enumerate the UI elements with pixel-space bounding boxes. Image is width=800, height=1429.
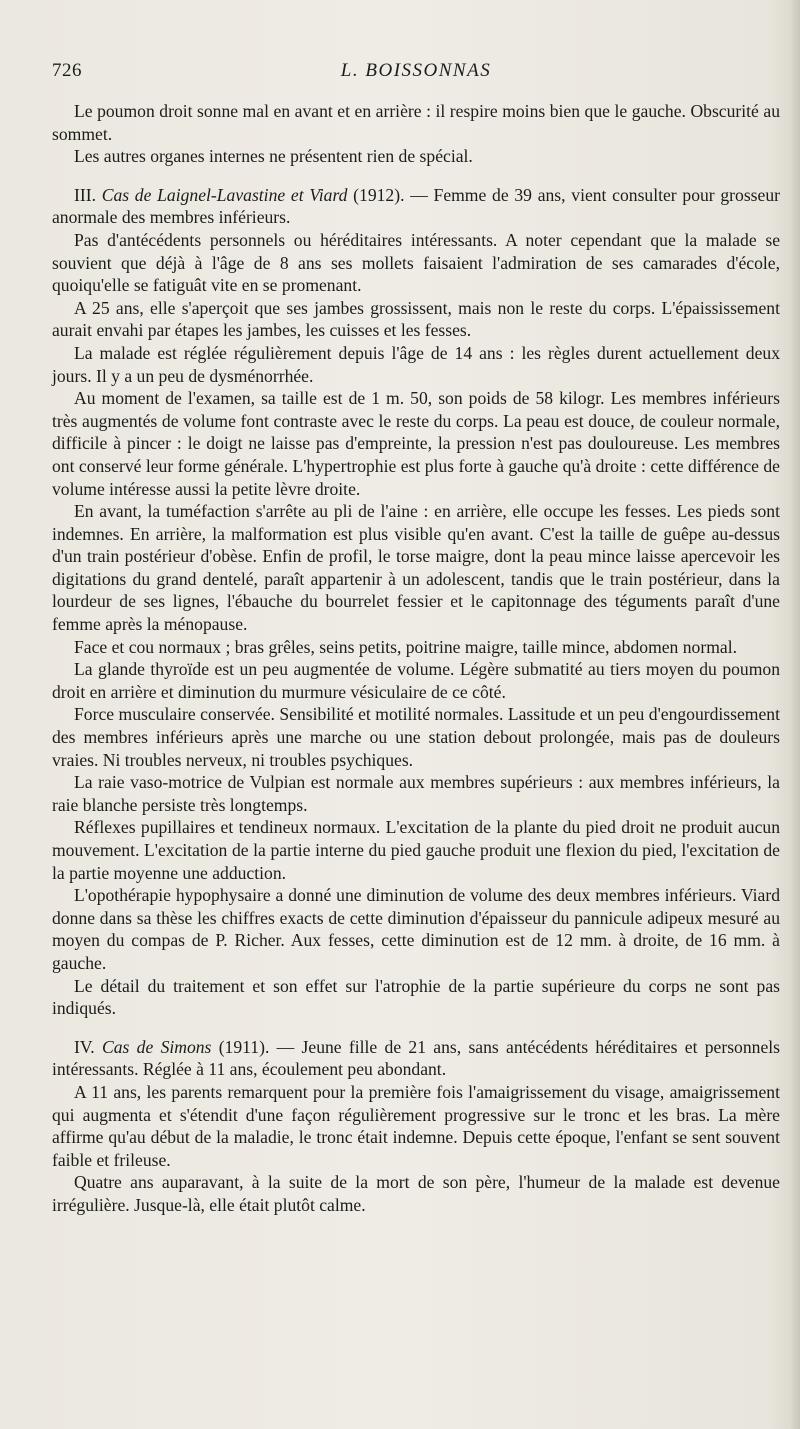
paragraph — [52, 1171, 780, 1216]
paragraph — [52, 1036, 780, 1081]
paragraph-text: (1911). — Jeune fille de 21 ans, sans antécédents héréditaires et personnels intéressants. Réglée à 11 ans, écoulement peu abondant. — [52, 1036, 780, 1080]
paragraph-text: Face et cou normaux ; bras grêles, seins petits, poitrine maigre, taille mince, abdomen normal. — [74, 636, 737, 657]
paragraph — [52, 297, 780, 342]
case-title: Cas de Laignel-Lavastine et Viard — [101, 184, 348, 205]
paragraph-text: En avant, la tuméfaction s'arrête au pli de l'aine : en arrière, elle occupe les fesses. Les pieds sont indemnes. En arrière, la malformation est plus visible qu'en avant. C'est la taille de guêpe au-dessus d'un train postérieur d'obèse. Enfin de profil, le torse maigre, dont la peau mince laisse apercevoir les digitations du grand dentelé, paraît appartenir à un adolescent, tandis que le train postérieur, dans la lourdeur de ses lignes, l'ébauche du bourrelet fessier et le capitonnage des téguments paraît d'une femme après la ménopause. — [52, 501, 780, 635]
page-header — [52, 60, 780, 86]
case-title: Cas de Simons — [102, 1036, 212, 1057]
paragraph-text: A 25 ans, elle s'aperçoit que ses jambes grossissent, mais non le reste du corps. L'épaississement aurait envahi par étapes les jambes, les cuisses et les fesses. — [52, 297, 780, 341]
paragraph — [52, 703, 780, 771]
paragraph-text: Au moment de l'examen, sa taille est de 1 m. 50, son poids de 58 kilogr. Les membres inférieurs très augmentés de volume font contraste avec le reste du corps. La peau est douce, de couleur normale, difficile à pincer : le doigt ne laisse pas d'empreinte, la pression n'est pas douloureuse. Les membres ont conservé leur forme générale. L'hypertrophie est plus forte à gauche qu'à droite : cette différence de volume intéresse aussi la petite lèvre droite. — [52, 388, 780, 499]
page-edge-shadow — [790, 0, 800, 1429]
paragraph — [52, 387, 780, 500]
paragraph-text: Quatre ans auparavant, à la suite de la mort de son père, l'humeur de la malade est devenue irrégulière. Jusque-là, elle était plutôt calme. — [52, 1172, 780, 1215]
paragraph-text: Pas d'antécédents personnels ou héréditaires intéressants. A noter cependant que la malade se souvient que déjà à l'âge de 8 ans ses mollets faisaient l'admiration de ses camarades d'école, quoiqu'elle se fatiguât vite en se promenant. — [52, 229, 780, 296]
paragraph-text: L'opothérapie hypophysaire a donné une diminution de volume des deux membres inférieurs. Viard donne dans sa thèse les chiffres exacts de cette diminution d'épaisseur du pannicule adipeux mesuré au moyen du compas de P. Richer. Aux fesses, cette diminution est de 12 mm. à droite, de 16 mm. à gauche. — [52, 885, 780, 973]
paragraph — [52, 100, 780, 145]
paragraph — [52, 1081, 780, 1171]
paragraph-text: (1912). — Femme de 39 ans, vient consulter pour grosseur anormale des membres inférieurs. — [52, 184, 780, 228]
case-number: IV. — [74, 1036, 102, 1057]
paragraph — [52, 229, 780, 297]
paragraph — [52, 145, 780, 168]
case-number: III. — [74, 184, 102, 205]
paragraph-text: Force musculaire conservée. Sensibilité et motilité normales. Lassitude et un peu d'engourdissement des membres inférieurs après une marche ou une station debout prolongée, mais pas de douleurs vraies. Ni troubles nerveux, ni troubles psychiques. — [52, 704, 780, 770]
paragraph — [52, 816, 780, 884]
paragraph-text: La glande thyroïde est un peu augmentée de volume. Légère submatité au tiers moyen du poumon droit en arrière et diminution du murmure vésiculaire de ce côté. — [52, 659, 780, 702]
running-title: L. BOISSONNAS — [340, 60, 492, 81]
paragraph — [52, 975, 780, 1020]
paragraph — [52, 771, 780, 816]
paragraph-text: La raie vaso-motrice de Vulpian est normale aux membres supérieurs : aux membres inférieurs, la raie blanche persiste très longtemps. — [52, 772, 780, 815]
paragraph-text: A 11 ans, les parents remarquent pour la première fois l'amaigrissement du visage, amaigrissement qui augmenta et s'étendit d'une façon régulièrement progressive sur le tronc et les bras. La mère affirme qu'au début de la maladie, le tronc était indemne. Depuis cette époque, l'enfant se sent souvent faible et frileuse. — [52, 1081, 780, 1170]
paragraph — [52, 884, 780, 974]
paragraph — [52, 184, 780, 229]
paragraph-text: Le détail du traitement et son effet sur l'atrophie de la partie supérieure du corps ne sont pas indiqués. — [52, 975, 780, 1019]
paragraph — [52, 342, 780, 387]
page-number: 726 — [52, 60, 82, 81]
paragraph — [52, 500, 780, 636]
paragraph-text: Le poumon droit sonne mal en avant et en arrière : il respire moins bien que le gauche. Obscurité au sommet. — [52, 101, 780, 144]
paragraph-text: La malade est réglée régulièrement depuis l'âge de 14 ans : les règles durent actuellement deux jours. Il y a un peu de dysménorrhée. — [52, 342, 780, 386]
paragraph-text: Les autres organes internes ne présentent rien de spécial. — [74, 146, 473, 167]
paragraph — [52, 658, 780, 703]
body-text — [52, 100, 780, 1217]
paragraph — [52, 636, 780, 659]
paragraph-text: Réflexes pupillaires et tendineux normaux. L'excitation de la plante du pied droit ne produit aucun mouvement. L'excitation de la partie interne du pied gauche produit une flexion du pied, l'excitation de la partie moyenne une adduction. — [52, 817, 780, 883]
